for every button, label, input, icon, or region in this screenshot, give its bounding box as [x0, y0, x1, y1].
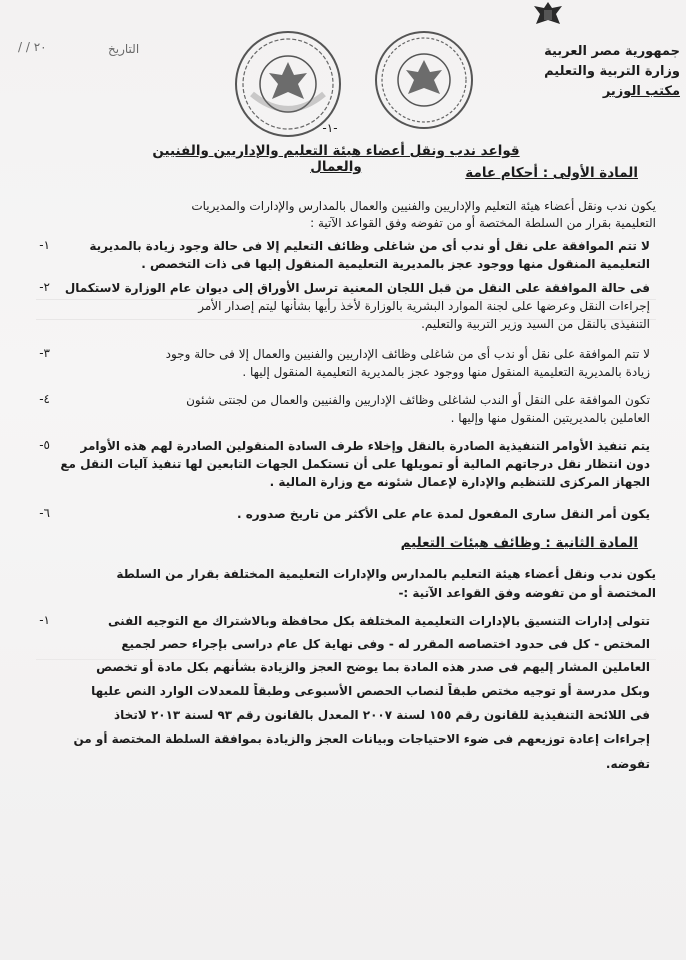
article-2-item-1-line: وبكل مدرسة أو توجيه مختص طبقاً لنصاب الحصص الأسبوعى وطبقاً للمعدلات الوارد النص عليها [91, 684, 650, 698]
ministry-line-ministry: وزارة التربية والتعليم [544, 64, 680, 79]
article-2-heading: المادة الثانية : وظائف هيئات التعليم [400, 535, 638, 551]
item-number: ٣- [39, 346, 50, 360]
ministry-header [540, 42, 680, 102]
article-2-intro-line: المختصة أو من تفوضه وفق القواعد الآتية :- [398, 586, 656, 600]
article-2-item-1-line: إجراءات إعادة توزيعهم فى ضوء الاحتياجات وبيانات العجز والزيادة بموافقة السلطة المختصة أو من [73, 732, 650, 746]
article-1-item-3-line: لا تتم الموافقة على نقل أو ندب أى من شاغلى وظائف الإداريين والفنيين والعمال إلا فى حالة وجود [165, 347, 650, 361]
seal-stamp-icon [372, 28, 476, 132]
article-1-item-5-line: دون انتظار نقل درجاتهم المالية أو تمويلها على أن تستكمل الجهات التابعين لها تنفيذ آليات النقل مع [60, 457, 650, 471]
eagle-emblem-icon [528, 0, 568, 30]
item-number: ٥- [39, 438, 50, 452]
article-1-item-1-line: لا تتم الموافقة على نقل أو ندب أى من شاغلى وظائف التعليم إلا فى حالة وجود زيادة بالمديرية [89, 239, 650, 253]
article-1-item-4-line: تكون الموافقة على النقل أو الندب لشاغلى وظائف الإداريين والفنيين والعمال من لجنتى شئون [186, 393, 650, 407]
article-1-item-2-line: إجراءات النقل وعرضها على لجنة الموارد البشرية بالوزارة لأخذ رأيها بشأنها ليتم إصدار الأمر [198, 299, 650, 313]
article-1-intro-line: يكون ندب ونقل أعضاء هيئة التعليم والإداريين والفنيين والعمال بالمدارس والإدارات والمديريات [191, 199, 656, 213]
article-2-item-1-line: المختص - كل فى حدود اختصاصه المقرر له - وفى نهاية كل عام دراسى بإجراء حصر لجميع [121, 637, 650, 651]
item-number: ١- [39, 238, 50, 252]
article-2-item-1-line: فى اللائحة التنفيذية للقانون رقم ١٥٥ لسنة ٢٠٠٧ المعدل بالقانون رقم ٩٣ لسنة ٢٠١٣ لاتخاذ [114, 708, 650, 722]
article-1-item-5-line: يتم تنفيذ الأوامر التنفيذية الصادرة بالنقل وإخلاء طرف السادة المنقولين الصادرة لهم هذه الأوامر [80, 439, 650, 453]
article-1-item-4-line: العاملين بالمديريتين المنقول منها وإليها . [450, 411, 650, 425]
ministry-line-country: جمهورية مصر العربية [544, 44, 680, 59]
article-2-item-1-line: تفوضه. [605, 757, 650, 771]
item-number: ١- [39, 613, 50, 627]
article-1-intro-line: التعليمية بقرار من السلطة المختصة أو من تفوضه وفق القواعد الآتية : [310, 216, 656, 230]
article-1-item-3-line: زيادة بالمديرية التعليمية المنقول منها ووجود عجز بالمديرية التعليمية المنقول إليها . [242, 365, 650, 379]
article-1-item-1-line: التعليمية المنقول منها ووجود عجز بالمديرية التعليمية المنقول إليها فى ذات التخصص . [141, 257, 650, 271]
item-number: ٢- [39, 280, 50, 294]
document-title: قواعد ندب ونقل أعضاء هيئة التعليم والإداريين والفنيين والعمال [152, 143, 520, 175]
article-1-item-2-line: فى حالة الموافقة على النقل من قبل اللجان المعنية ترسل الأوراق إلى ديوان عام الوزارة لاستكمال [64, 281, 650, 295]
article-1-heading: المادة الأولى : أحكام عامة [465, 165, 638, 181]
item-number: ٦- [39, 506, 50, 520]
date-value: / / ٢٠ [18, 40, 47, 54]
page-number: -١- [322, 121, 338, 135]
article-2-item-1-line: العاملين المشار إليهم فى صدر هذه المادة بما يوضح العجز والزيادة بشأنهم بكل مادة أو تخصص [96, 660, 650, 674]
date-label: التاريخ [108, 42, 140, 56]
article-1-item-2-line: التنفيذى بالنقل من السيد وزير التربية والتعليم. [421, 317, 650, 331]
article-2-item-1-line: تتولى إدارات التنسيق بالإدارات التعليمية المختلفة بكل محافظة وبالاشتراك مع التوجيه الفنى [107, 614, 650, 628]
item-number: ٤- [39, 392, 50, 406]
ministry-line-office: مكتب الوزير [602, 84, 680, 99]
article-1-item-5-line: الجهاز المركزى للتنظيم والإدارة لإعمال شئونه مع وزارة المالية . [269, 475, 650, 489]
article-2-intro-line: يكون ندب ونقل أعضاء هيئة التعليم بالمدارس والإدارات التعليمية المختلفة بقرار من السلطة [116, 567, 656, 581]
article-1-item-6-line: يكون أمر النقل سارى المفعول لمدة عام على الأكثر من تاريخ صدوره . [236, 507, 650, 521]
